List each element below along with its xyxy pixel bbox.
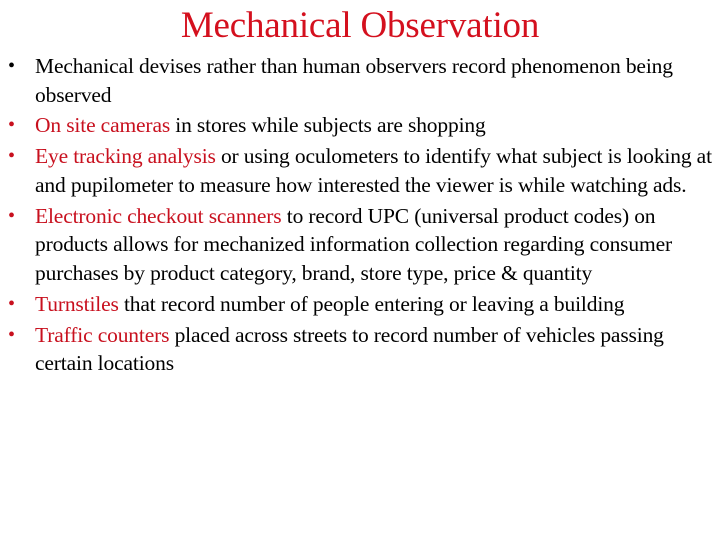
bullet-icon: • xyxy=(8,145,15,168)
bullet-highlight: Turnstiles xyxy=(35,291,119,316)
slide-title: Mechanical Observation xyxy=(180,5,540,46)
bullet-item-mechanical-devices xyxy=(0,52,720,109)
bullet-item-checkout-scanners xyxy=(0,202,720,288)
bullet-icon: • xyxy=(8,323,15,346)
bullet-list xyxy=(0,52,720,380)
bullet-highlight: On site cameras xyxy=(35,113,171,138)
bullet-item-eye-tracking xyxy=(0,142,720,199)
bullet-icon: • xyxy=(8,204,15,227)
bullet-item-traffic-counters xyxy=(0,321,720,378)
bullet-icon: • xyxy=(8,114,15,137)
bullet-item-turnstiles xyxy=(0,290,720,319)
bullet-icon: • xyxy=(8,55,15,77)
bullet-text: to record UPC (universal product codes) on products allows for mechanized information collection regarding consumer purchases by product category, brand, store type, price & quantity xyxy=(35,203,672,286)
bullet-highlight: Electronic checkout scanners xyxy=(35,203,282,228)
bullet-text: in stores while subjects are shopping xyxy=(170,113,486,138)
bullet-text: placed across streets to record number of vehicles passing certain locations xyxy=(35,322,664,376)
bullet-highlight: Traffic counters xyxy=(35,322,170,347)
bullet-icon: • xyxy=(8,292,15,315)
bullet-text: that record number of people entering or leaving a building xyxy=(118,291,625,316)
bullet-text: Mechanical devises rather than human observers record phenomenon being observed xyxy=(35,54,673,107)
bullet-highlight: Eye tracking analysis xyxy=(35,144,216,169)
bullet-item-on-site-cameras xyxy=(0,111,720,140)
bullet-text: or using oculometers to identify what subject is looking at and pupilometer to measure how interested the viewer is while watching ads. xyxy=(35,144,712,197)
